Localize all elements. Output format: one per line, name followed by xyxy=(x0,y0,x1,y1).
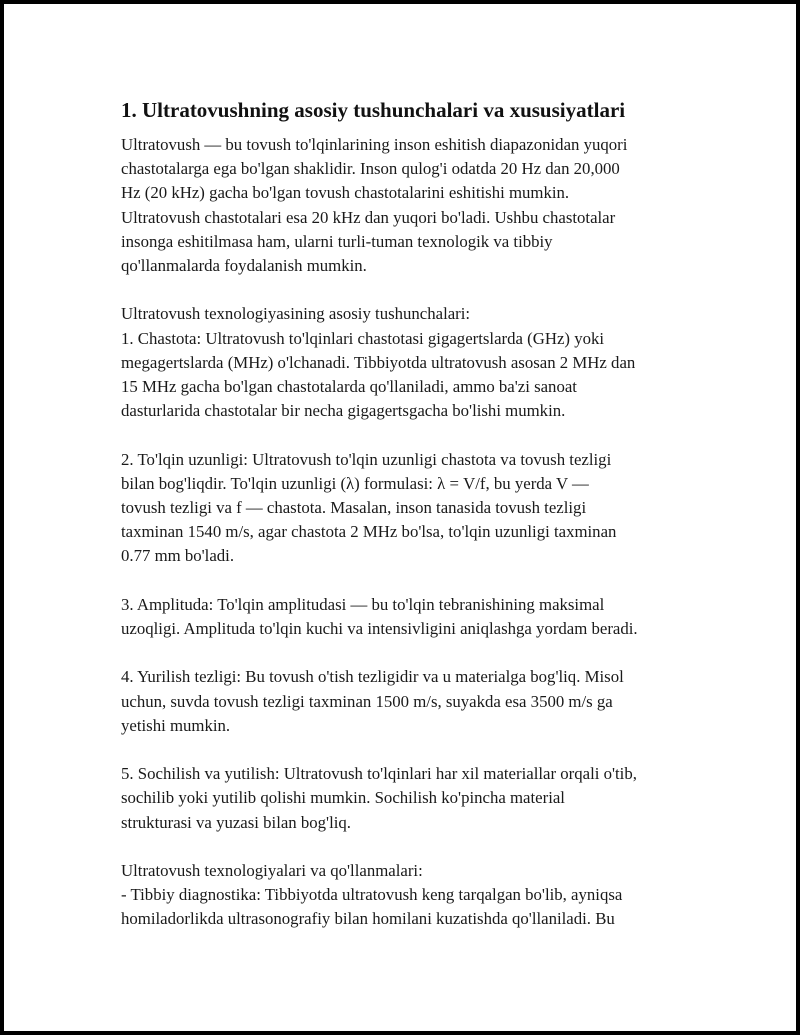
text-line: 2. To'lqin uzunligi: Ultratovush to'lqin uzunligi chastota va tovush tezligi xyxy=(121,449,612,469)
paragraph xyxy=(121,133,701,278)
text-line: qo'llanmalarda foydalanish mumkin. xyxy=(121,256,367,276)
text-line: strukturasi va yuzasi bilan bog'liq. xyxy=(121,812,351,832)
paragraph xyxy=(121,448,701,569)
text-line: chastotalarga ega bo'lgan shaklidir. Inson qulog'i odatda 20 Hz dan 20,000 xyxy=(121,159,620,179)
text-line: 5. Sochilish va yutilish: Ultratovush to'lqinlari har xil materiallar orqali o'tib, xyxy=(121,764,637,784)
text-line: homiladorlikda ultrasonografiy bilan homilani kuzatishda qo'llaniladi. Bu xyxy=(121,909,615,929)
text-line: megagertslarda (MHz) o'lchanadi. Tibbiyotda ultratovush asosan 2 MHz dan xyxy=(121,352,636,372)
paragraph xyxy=(121,302,701,423)
text-line: 0.77 mm bo'ladi. xyxy=(121,546,235,566)
text-line: 1. Chastota: Ultratovush to'lqinlari chastotasi gigagertslarda (GHz) yoki xyxy=(121,328,605,348)
paragraph-list xyxy=(121,133,701,932)
section-heading: 1. Ultratovushning asosiy tushunchalari va xususiyatlari xyxy=(121,98,626,122)
text-line: dasturlarida chastotalar bir necha gigagertsgacha bo'lishi mumkin. xyxy=(121,401,566,421)
text-line: Ultratovush texnologiyasining asosiy tushunchalari: xyxy=(121,304,471,324)
text-line: Hz (20 kHz) gacha bo'lgan tovush chastotalarini eshitishi mumkin. xyxy=(121,183,570,203)
text-line: yetishi mumkin. xyxy=(121,715,231,735)
text-line: 15 MHz gacha bo'lgan chastotalarda qo'llaniladi, ammo ba'zi sanoat xyxy=(121,377,577,397)
text-line: tovush tezligi va f — chastota. Masalan, inson tanasida tovush tezligi xyxy=(121,498,587,518)
document-body xyxy=(121,97,701,956)
text-line: Ultratovush chastotalari esa 20 kHz dan yuqori bo'ladi. Ushbu chastotalar xyxy=(121,207,616,227)
paragraph xyxy=(121,593,701,641)
paragraph xyxy=(121,665,701,738)
paragraph xyxy=(121,859,701,932)
text-line: 4. Yurilish tezligi: Bu tovush o'tish tezligidir va u materialga bog'liq. Misol xyxy=(121,667,624,687)
text-line: uchun, suvda tovush tezligi taxminan 1500 m/s, suyakda esa 3500 m/s ga xyxy=(121,691,613,711)
text-line: bilan bog'liqdir. To'lqin uzunligi (λ) formulasi: λ = V/f, bu yerda V — xyxy=(121,473,589,493)
text-line: Ultratovush texnologiyalari va qo'llanmalari: xyxy=(121,861,423,880)
text-line: taxminan 1540 m/s, agar chastota 2 MHz bo'lsa, to'lqin uzunligi taxminan xyxy=(121,522,617,542)
paragraph xyxy=(121,762,701,835)
text-line: Ultratovush — bu tovush to'lqinlarining inson eshitish diapazonidan yuqori xyxy=(121,135,628,154)
text-line: 3. Amplituda: To'lqin amplitudasi — bu to'lqin tebranishining maksimal xyxy=(121,594,605,614)
text-line: insonga eshitilmasa ham, ularni turli-tuman texnologik va tibbiy xyxy=(121,231,553,251)
text-line: - Tibbiy diagnostika: Tibbiyotda ultratovush keng tarqalgan bo'lib, ayniqsa xyxy=(121,885,623,905)
text-line: uzoqligi. Amplituda to'lqin kuchi va intensivligini aniqlashga yordam beradi. xyxy=(121,619,638,639)
text-line: sochilib yoki yutilib qolishi mumkin. Sochilish ko'pincha material xyxy=(121,788,565,808)
